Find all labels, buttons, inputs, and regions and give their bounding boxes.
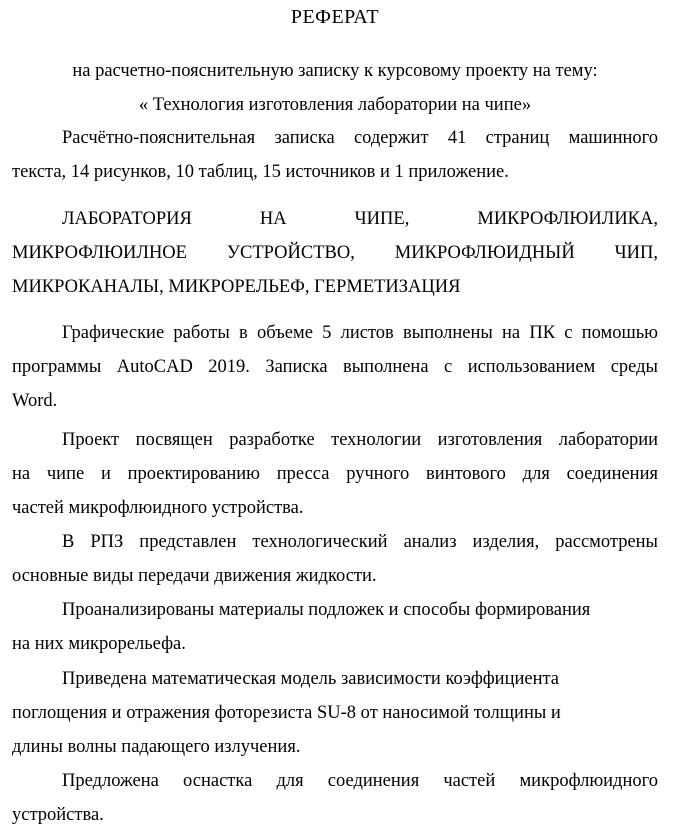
keywords-line-1: ЛАБОРАТОРИЯ НА ЧИПЕ, МИКРОФЛЮИЛИКА, [62,209,658,229]
keywords-line-3: МИКРОКАНАЛЫ, МИКРОРЕЛЬЕФ, ГЕРМЕТИЗАЦИЯ [12,277,461,297]
summary-line-1: Расчётно-пояснительная записка содержит 41 страниц машинного [62,128,658,148]
paragraph-materials-line-1: Проанализированы материалы подложек и способы формирования [62,600,591,620]
paragraph-project-line-1: Проект посвящен разработке технологии изготовления лаборатории [62,430,658,450]
keywords-line-2: МИКРОФЛЮИЛНОЕ УСТРОЙСТВО, МИКРОФЛЮИДНЫЙ ЧИП, [12,243,658,263]
paragraph-tooling-line-2: устройства. [12,805,104,825]
paragraph-project-line-3: частей микрофлюидного устройства. [12,498,304,518]
subtitle-line-2: « Технология изготовления лаборатории на чипе» [138,95,532,115]
paragraph-graphics-line-2: программы AutoCAD 2019. Записка выполнена с использованием среды [12,357,658,377]
paragraph-analysis-line-1: В РПЗ представлен технологический анализ изделия, рассмотрены [62,532,658,552]
paragraph-model-line-2: поглощения и отражения фоторезиста SU-8 от наносимой толщины и [12,703,561,723]
paragraph-model-line-3: длины волны падающего излучения. [12,737,301,757]
paragraph-graphics-line-3: Word. [12,391,58,411]
document-title: РЕФЕРАТ [290,6,380,28]
paragraph-graphics-line-1: Графические работы в объеме 5 листов выполнены на ПК с помошью [62,323,658,343]
summary-line-2: текста, 14 рисунков, 10 таблиц, 15 источников и 1 приложение. [12,162,509,182]
paragraph-project-line-2: на чипе и проектированию пресса ручного винтового для соединения [12,464,658,484]
paragraph-analysis-line-2: основные виды передачи движения жидкости. [12,566,377,586]
subtitle-line-1: на расчетно-пояснительную записку к курсовому проекту на тему: [72,61,598,81]
paragraph-model-line-1: Приведена математическая модель зависимости коэффициента [62,669,560,689]
paragraph-tooling-line-1: Предложена оснастка для соединения частей микрофлюидного [62,771,658,791]
paragraph-materials-line-2: на них микрорельефа. [12,634,186,654]
